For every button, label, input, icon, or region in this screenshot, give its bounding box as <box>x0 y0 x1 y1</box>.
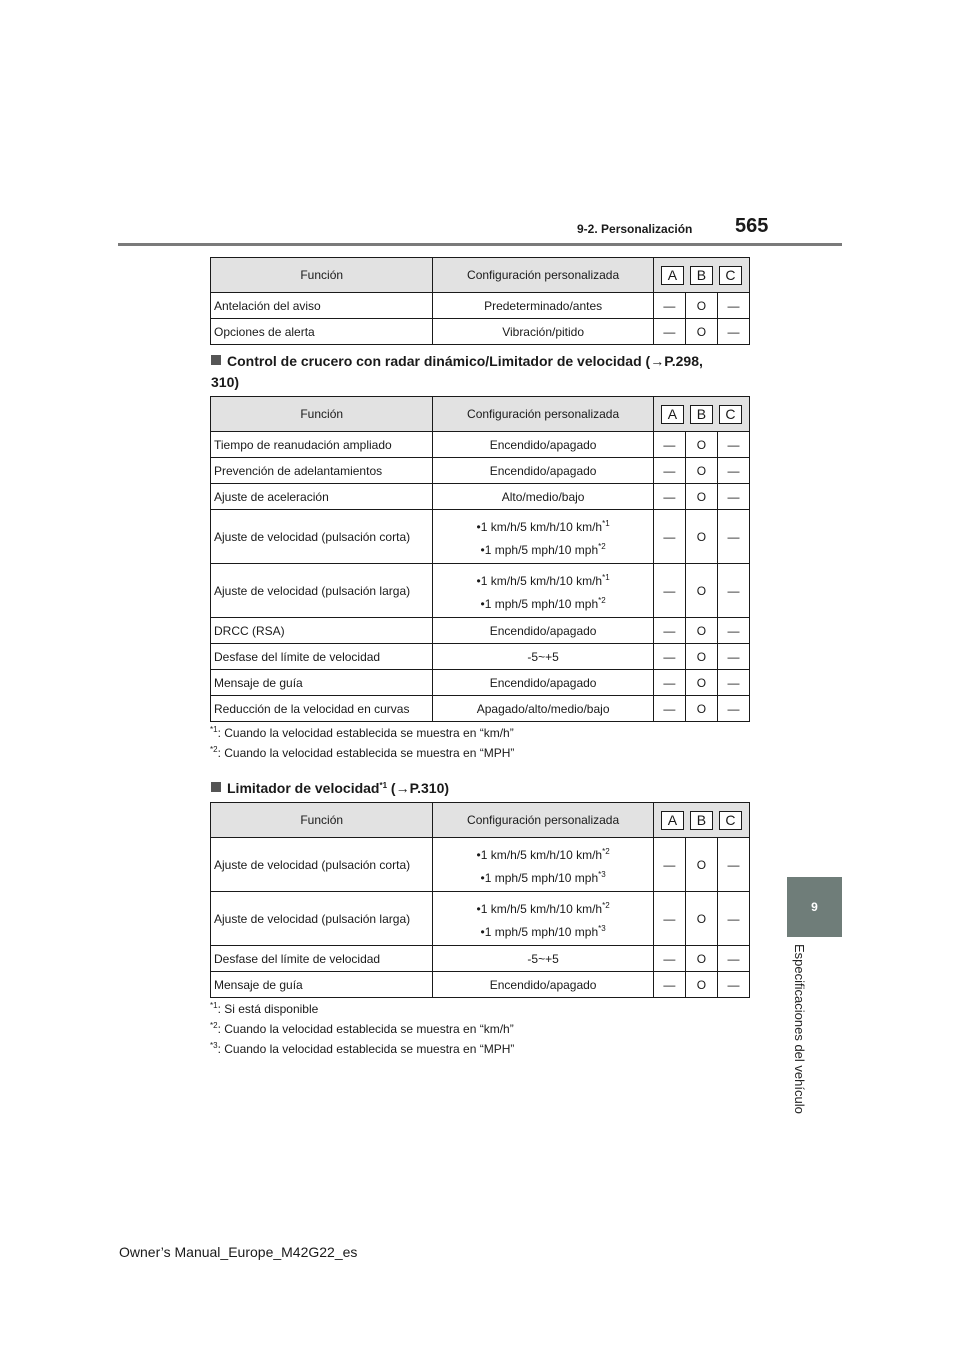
function-cell: Ajuste de velocidad (pulsación larga) <box>211 892 433 946</box>
function-cell: Reducción de la velocidad en curvas <box>211 696 433 722</box>
col-c-cell: — <box>717 838 749 892</box>
col-b-cell: O <box>685 484 717 510</box>
footnote <box>210 745 514 760</box>
function-cell: Antelación del aviso <box>211 293 433 319</box>
config-cell <box>433 564 653 618</box>
table-row <box>211 670 750 696</box>
col-b-cell: O <box>685 670 717 696</box>
config-line-mph: •1 mph/5 mph/10 mph <box>480 870 599 885</box>
table-alert-settings <box>210 257 750 345</box>
config-cell: Encendido/apagado <box>433 432 653 458</box>
function-cell: Ajuste de velocidad (pulsación corta) <box>211 838 433 892</box>
footnote-mark: *3 <box>210 1041 218 1050</box>
table-row <box>211 946 750 972</box>
col-header-function: Función <box>211 803 433 838</box>
col-header-config: Configuración personalizada <box>433 803 653 838</box>
config-cell: Encendido/apagado <box>433 972 653 998</box>
col-a-cell: — <box>653 696 685 722</box>
col-b-cell: O <box>685 510 717 564</box>
col-b-cell: O <box>685 972 717 998</box>
config-cell: Apagado/alto/medio/bajo <box>433 696 653 722</box>
col-b-cell: O <box>685 946 717 972</box>
col-a-cell: — <box>653 293 685 319</box>
config-cell <box>433 838 653 892</box>
function-cell: Mensaje de guía <box>211 972 433 998</box>
table-header-row <box>211 803 750 838</box>
col-b-cell: O <box>685 892 717 946</box>
footnote-text: : Cuando la velocidad establecida se muestra en “km/h” <box>217 726 514 740</box>
section-title: 9-2. Personalización <box>577 222 693 236</box>
col-header-b: B <box>690 266 713 285</box>
config-line-kmh: •1 km/h/5 km/h/10 km/h <box>476 847 603 862</box>
footer-manual-name: Owner’s Manual_Europe_M42G22_es <box>119 1244 358 1260</box>
function-cell: Tiempo de reanudación ampliado <box>211 432 433 458</box>
col-b-cell: O <box>685 564 717 618</box>
footnote-text: : Cuando la velocidad establecida se muestra en “MPH” <box>217 1042 515 1056</box>
table-speed-limiter-settings <box>210 802 750 998</box>
footnote-ref: *1 <box>602 572 610 582</box>
chapter-tab-label: Especificaciones del vehículo <box>792 944 807 1114</box>
col-header-a: A <box>661 266 684 285</box>
col-c-cell: — <box>717 972 749 998</box>
footnote-mark: *1 <box>210 725 218 734</box>
config-cell: Predeterminado/antes <box>433 293 653 319</box>
col-a-cell: — <box>653 319 685 345</box>
table-row <box>211 432 750 458</box>
footnote-text: : Si está disponible <box>217 1002 319 1016</box>
table-row <box>211 838 750 892</box>
table-row <box>211 644 750 670</box>
footnote-text: : Cuando la velocidad establecida se muestra en “MPH” <box>217 746 515 760</box>
config-cell: Encendido/apagado <box>433 458 653 484</box>
table-row <box>211 618 750 644</box>
col-header-function: Función <box>211 258 433 293</box>
chapter-tab[interactable] <box>787 877 842 937</box>
section-heading-line2: 310) <box>211 374 240 390</box>
col-a-cell: — <box>653 838 685 892</box>
col-header-config: Configuración personalizada <box>433 397 653 432</box>
col-header-b: B <box>690 811 713 830</box>
table-row <box>211 696 750 722</box>
col-c-cell: — <box>717 458 749 484</box>
col-header-a: A <box>661 811 684 830</box>
function-cell: Ajuste de velocidad (pulsación corta) <box>211 510 433 564</box>
bullet-square-icon <box>211 355 221 365</box>
col-a-cell: — <box>653 972 685 998</box>
col-b-cell: O <box>685 838 717 892</box>
config-line-mph: •1 mph/5 mph/10 mph <box>480 924 599 939</box>
footnote-ref: *1 <box>379 781 388 790</box>
col-c-cell: — <box>717 484 749 510</box>
header-divider <box>118 243 842 246</box>
table-row <box>211 458 750 484</box>
col-c-cell: — <box>717 319 749 345</box>
col-a-cell: — <box>653 484 685 510</box>
table-header-row <box>211 258 750 293</box>
col-b-cell: O <box>685 432 717 458</box>
col-a-cell: — <box>653 458 685 484</box>
section-heading-line1: Control de crucero con radar dinámico/Limitador de velocidad (→P.298, <box>227 353 703 369</box>
footnote-ref: *3 <box>598 923 606 933</box>
col-header-c: C <box>719 811 742 830</box>
col-header-b: B <box>690 405 713 424</box>
page-number: 565 <box>735 215 769 237</box>
col-b-cell: O <box>685 618 717 644</box>
col-c-cell: — <box>717 432 749 458</box>
footnote <box>210 725 514 740</box>
footnote <box>210 1021 514 1036</box>
col-c-cell: — <box>717 510 749 564</box>
config-cell: Encendido/apagado <box>433 670 653 696</box>
col-header-c: C <box>719 266 742 285</box>
config-cell: Alto/medio/bajo <box>433 484 653 510</box>
footnote-mark: *2 <box>210 1021 218 1030</box>
footnote-mark: *2 <box>210 745 218 754</box>
col-c-cell: — <box>717 946 749 972</box>
section-heading-text: Limitador de velocidad <box>227 780 380 796</box>
col-c-cell: — <box>717 670 749 696</box>
config-cell <box>433 510 653 564</box>
col-a-cell: — <box>653 892 685 946</box>
config-cell: Encendido/apagado <box>433 618 653 644</box>
footnote-ref: *3 <box>598 869 606 879</box>
col-c-cell: — <box>717 644 749 670</box>
footnote <box>210 1041 514 1056</box>
table-row <box>211 484 750 510</box>
function-cell: Prevención de adelantamientos <box>211 458 433 484</box>
config-cell <box>433 892 653 946</box>
col-c-cell: — <box>717 892 749 946</box>
col-header-abc <box>653 258 749 293</box>
table-row <box>211 319 750 345</box>
col-c-cell: — <box>717 618 749 644</box>
bullet-square-icon <box>211 782 221 792</box>
section-heading-speed-limiter <box>211 775 449 799</box>
col-header-abc <box>653 397 749 432</box>
table-row <box>211 510 750 564</box>
footnote <box>210 1001 318 1016</box>
table-row <box>211 892 750 946</box>
section-heading-drcc <box>211 351 703 393</box>
col-b-cell: O <box>685 696 717 722</box>
table-row <box>211 972 750 998</box>
function-cell: DRCC (RSA) <box>211 618 433 644</box>
footnote-ref: *2 <box>598 595 606 605</box>
col-a-cell: — <box>653 670 685 696</box>
col-b-cell: O <box>685 319 717 345</box>
col-b-cell: O <box>685 644 717 670</box>
function-cell: Desfase del límite de velocidad <box>211 644 433 670</box>
col-b-cell: O <box>685 293 717 319</box>
config-cell: -5~+5 <box>433 644 653 670</box>
function-cell: Ajuste de velocidad (pulsación larga) <box>211 564 433 618</box>
config-line-mph: •1 mph/5 mph/10 mph <box>480 542 599 557</box>
col-c-cell: — <box>717 564 749 618</box>
footnote-ref: *2 <box>602 900 610 910</box>
col-a-cell: — <box>653 644 685 670</box>
col-a-cell: — <box>653 510 685 564</box>
table-row <box>211 293 750 319</box>
table-header-row <box>211 397 750 432</box>
footnote-ref: *1 <box>602 518 610 528</box>
config-line-kmh: •1 km/h/5 km/h/10 km/h <box>476 901 603 916</box>
footnote-ref: *2 <box>598 541 606 551</box>
function-cell: Ajuste de aceleración <box>211 484 433 510</box>
config-cell: Vibración/pitido <box>433 319 653 345</box>
col-header-c: C <box>719 405 742 424</box>
col-header-abc <box>653 803 749 838</box>
function-cell: Mensaje de guía <box>211 670 433 696</box>
col-header-function: Función <box>211 397 433 432</box>
col-b-cell: O <box>685 458 717 484</box>
config-line-mph: •1 mph/5 mph/10 mph <box>480 596 599 611</box>
col-header-a: A <box>661 405 684 424</box>
footnote-ref: *2 <box>602 846 610 856</box>
col-header-config: Configuración personalizada <box>433 258 653 293</box>
col-c-cell: — <box>717 696 749 722</box>
chapter-tab-number: 9 <box>811 900 818 914</box>
table-row <box>211 564 750 618</box>
col-c-cell: — <box>717 293 749 319</box>
col-a-cell: — <box>653 564 685 618</box>
footnote-text: : Cuando la velocidad establecida se muestra en “km/h” <box>217 1022 514 1036</box>
config-line-kmh: •1 km/h/5 km/h/10 km/h <box>476 573 603 588</box>
function-cell: Opciones de alerta <box>211 319 433 345</box>
config-line-kmh: •1 km/h/5 km/h/10 km/h <box>476 519 603 534</box>
function-cell: Desfase del límite de velocidad <box>211 946 433 972</box>
col-a-cell: — <box>653 432 685 458</box>
page-reference-link[interactable]: (→P.310) <box>387 780 450 796</box>
col-a-cell: — <box>653 946 685 972</box>
table-drcc-settings <box>210 396 750 722</box>
config-cell: -5~+5 <box>433 946 653 972</box>
col-a-cell: — <box>653 618 685 644</box>
footnote-mark: *1 <box>210 1001 218 1010</box>
